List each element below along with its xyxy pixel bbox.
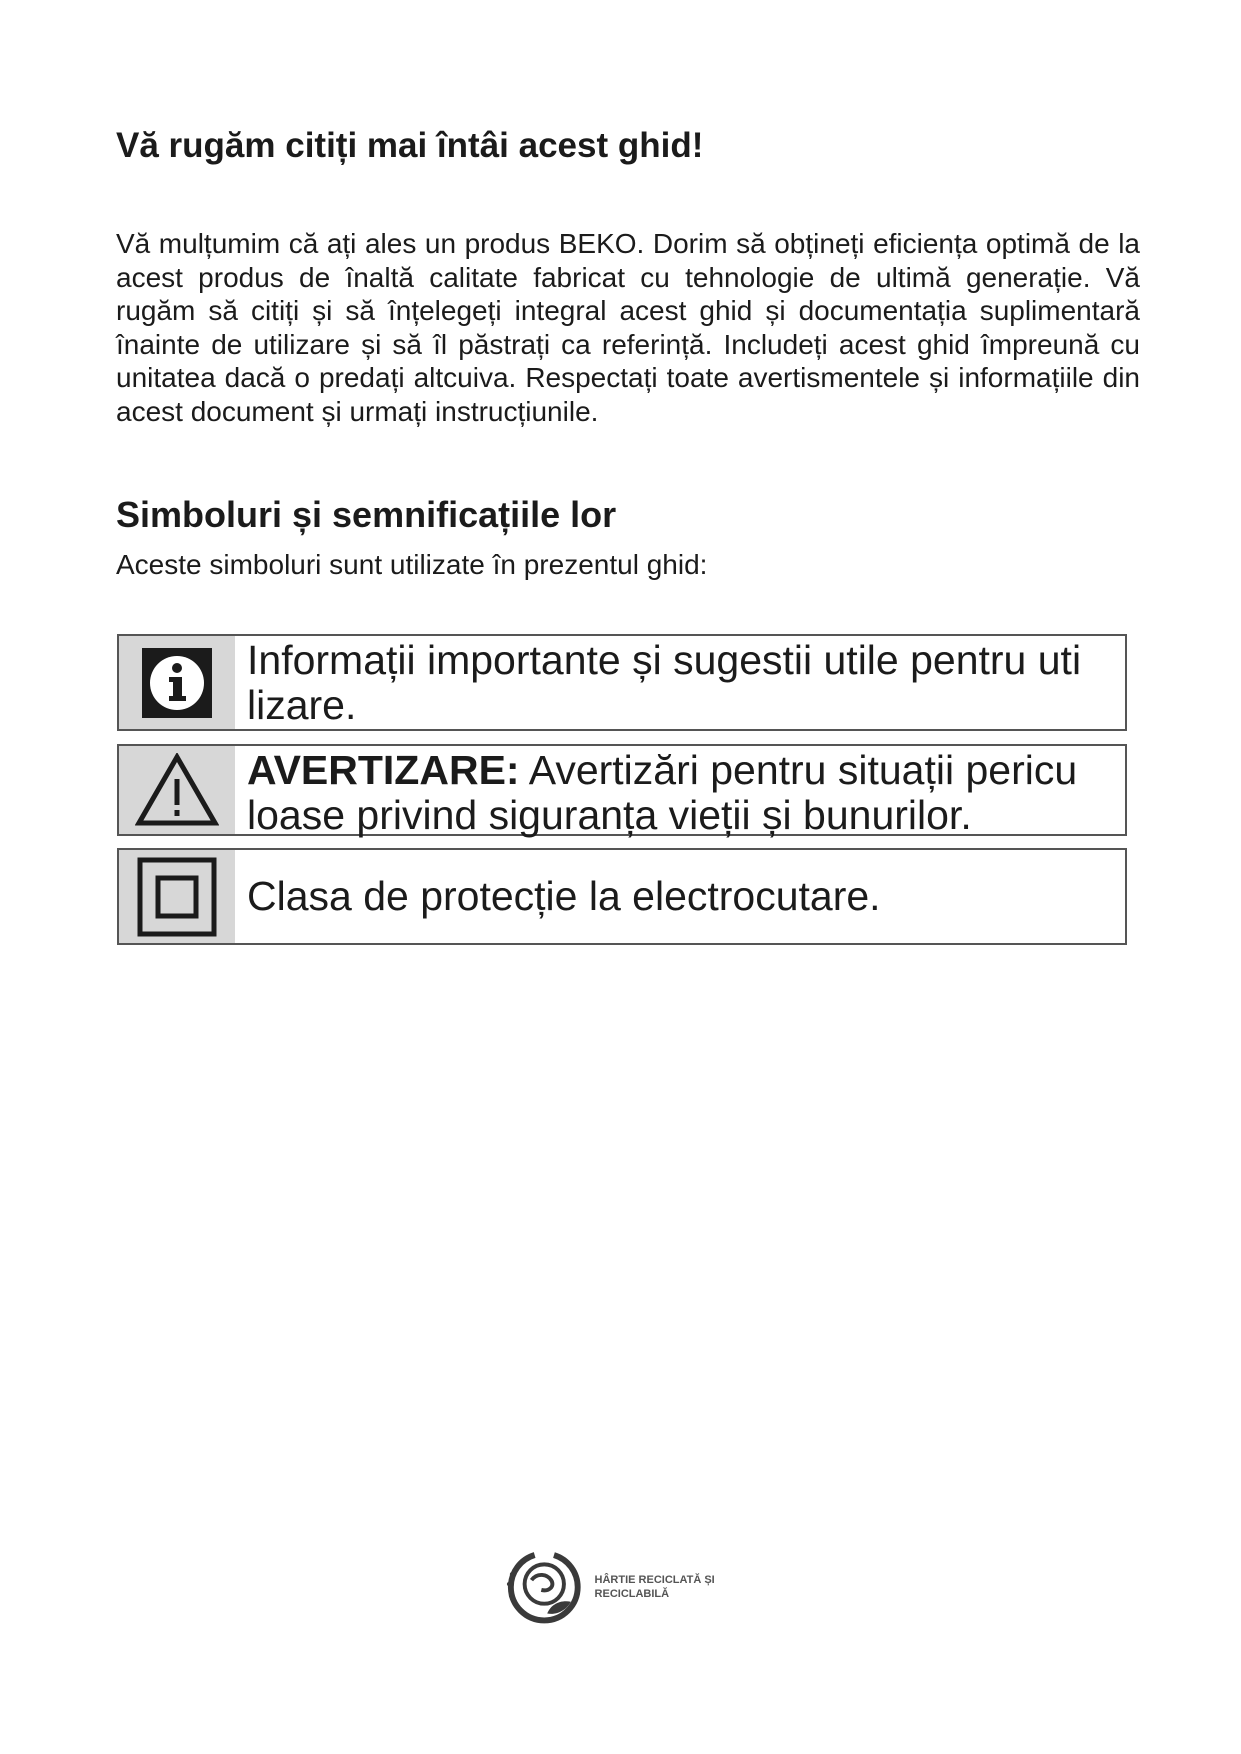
symbol-text-warning <box>235 746 1125 838</box>
warning-label: AVERTIZARE: <box>247 747 520 793</box>
recycle-paper-icon <box>502 1544 587 1630</box>
symbols-heading: Simboluri și semnificațiile lor <box>116 494 617 535</box>
warning-triangle-icon <box>135 753 219 827</box>
symbol-icon-cell <box>119 746 235 834</box>
symbol-description: Avertizări pentru situații pericu loase privind siguranța vieții și bunurilor. <box>247 747 1078 838</box>
symbols-subheading: Aceste simboluri sunt utilizate în prezentul ghid: <box>116 549 708 580</box>
symbol-description: Informații importante și sugestii utile pentru uti lizare. <box>247 637 1082 728</box>
symbol-row-protection <box>117 848 1127 945</box>
info-icon <box>142 648 212 718</box>
recycle-paper-logo <box>502 1540 742 1634</box>
intro-paragraph: Vă mulțumim că ați ales un produs BEKO. Dorim să obțineți eficiența optimă de la acest produs de înaltă calitate fabricat cu tehnologie de ultimă generație. Vă rugăm să citiți și să înțelegeți integral acest ghid și documentația suplimentară înainte de utilizare și să îl păstrați ca referință. Includeți acest ghid împreună cu unitatea dacă o predați altcuiva. Respectați toate avertismentele și informațiile din acest document și urmați instrucțiunile. <box>116 228 1140 427</box>
symbol-text-protection <box>235 850 1125 943</box>
double-insulation-icon <box>137 857 217 937</box>
symbol-icon-cell <box>119 636 235 729</box>
symbol-text-info <box>235 636 1125 729</box>
symbol-row-info <box>117 634 1127 731</box>
symbol-icon-cell <box>119 850 235 943</box>
symbol-row-warning <box>117 744 1127 836</box>
page-title: Vă rugăm citiți mai întâi acest ghid! <box>116 126 704 165</box>
recycle-paper-label: HÂRTIE RECICLATĂ ȘI RECICLABILĂ <box>594 1574 715 1600</box>
symbol-description: Clasa de protecție la electrocutare. <box>247 873 881 919</box>
